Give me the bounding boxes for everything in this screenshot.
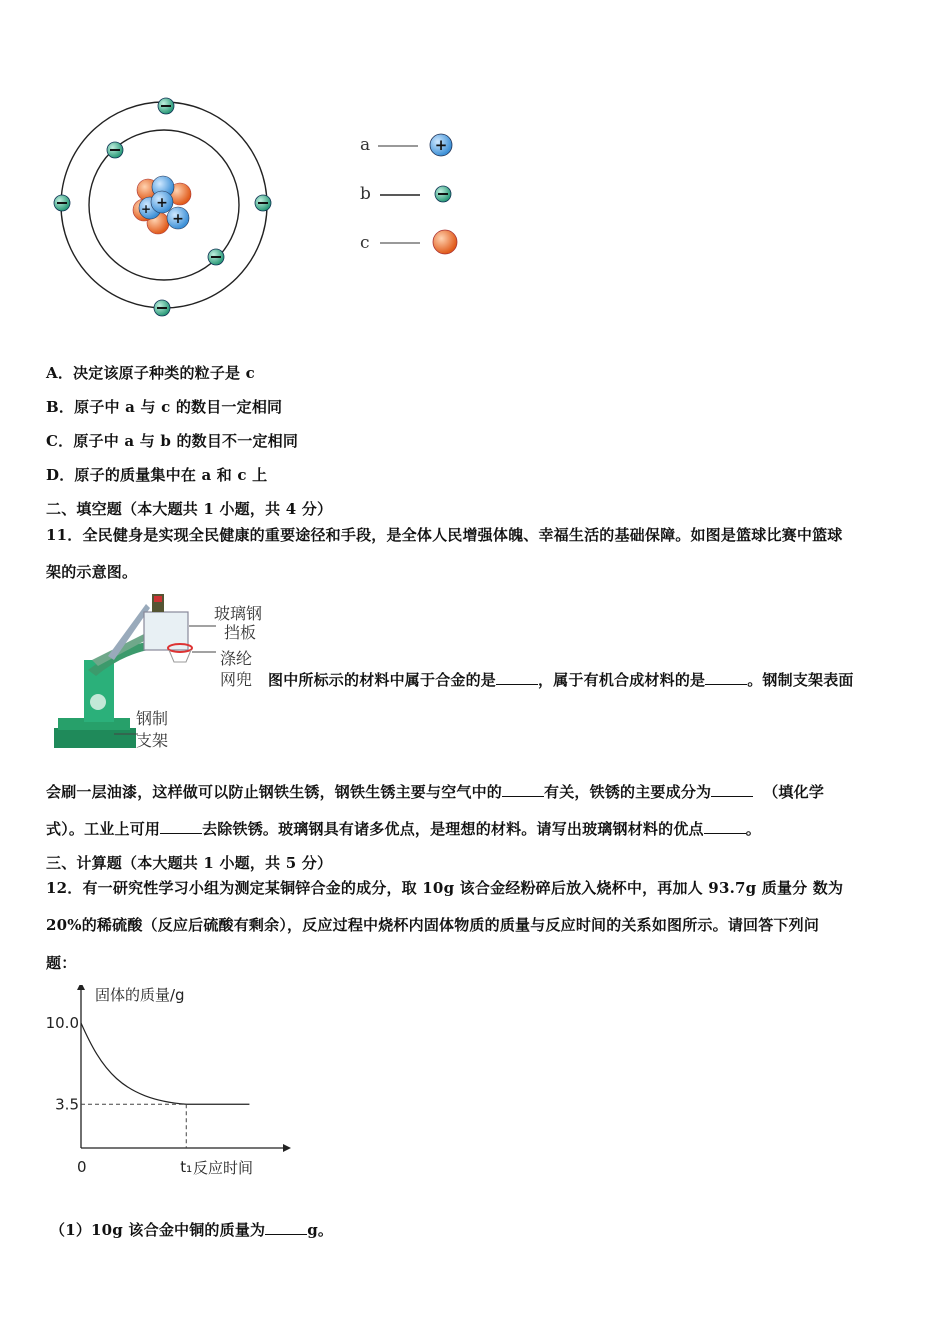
x-axis-label: 反应时间 bbox=[193, 1159, 254, 1177]
option-d: D．原子的质量集中在 a 和 c 上 bbox=[46, 466, 268, 484]
answer-blank[interactable] bbox=[704, 819, 746, 834]
nucleus bbox=[133, 176, 191, 234]
q11-line2: 架的示意图。 bbox=[46, 563, 138, 581]
q12-line1: 12．有一研究性学习小组为测定某铜锌合金的成分，取 10g 该合金经粉碎后放入烧杯中，再加人 93.7g 质量分 数为 bbox=[46, 879, 844, 897]
q11-line4: 会刷一层油漆，这样做可以防止钢铁生锈，钢铁生锈主要与空气中的 有关，铁锈的主要成分为 （填化学 bbox=[46, 783, 825, 801]
atom-diagram bbox=[40, 90, 480, 320]
label-steel-1: 钢制 bbox=[136, 709, 169, 728]
section2-heading: 二、填空题（本大题共 1 小题，共 4 分） bbox=[46, 500, 333, 518]
x-tick-label: t₁ bbox=[180, 1158, 193, 1176]
origin-label: 0 bbox=[77, 1158, 87, 1176]
section3-heading: 三、计算题（本大题共 1 小题，共 5 分） bbox=[46, 854, 333, 872]
answer-blank[interactable] bbox=[496, 670, 538, 685]
answer-blank[interactable] bbox=[502, 782, 544, 797]
mass-time-chart bbox=[40, 985, 300, 1180]
neutron-icon bbox=[433, 230, 457, 254]
label-glass-steel-2: 挡板 bbox=[224, 623, 257, 642]
particle-legend bbox=[360, 134, 457, 254]
y-tick-label: 3.5 bbox=[55, 1095, 79, 1114]
answer-blank[interactable] bbox=[711, 782, 753, 797]
x-axis-arrow bbox=[283, 1144, 291, 1152]
q12-sub1: （1）10g 该合金中铜的质量为 g。 bbox=[50, 1221, 334, 1239]
option-b: B．原子中 a 与 c 的数目一定相同 bbox=[46, 398, 283, 416]
q12-line3: 题： bbox=[46, 954, 77, 972]
q11-line5: 式）。工业上可用 去除铁锈。玻璃钢具有诸多优点，是理想的材料。请写出玻璃钢材料的优点 。 bbox=[46, 820, 761, 838]
legend-a-symbol: + bbox=[434, 136, 448, 154]
q11-line1: 11．全民健身是实现全民健康的重要途径和手段，是全体人民增强体魄、幸福生活的基础保障。如图是篮球比赛中篮球 bbox=[46, 526, 843, 544]
option-a: A．决定该原子种类的粒子是 c bbox=[46, 364, 256, 382]
answer-blank[interactable] bbox=[265, 1220, 307, 1235]
legend-a-letter: a bbox=[360, 135, 371, 155]
q12-line2: 20%的稀硫酸（反应后硫酸有剩余），反应过程中烧杯内固体物质的质量与反应时间的关系如图所示。请回答下列问 bbox=[46, 916, 820, 934]
y-axis-arrow bbox=[77, 985, 85, 990]
svg-text:+: + bbox=[140, 202, 152, 216]
label-steel-2: 支架 bbox=[136, 731, 169, 750]
series-line bbox=[81, 1023, 249, 1104]
legend-c-letter: c bbox=[360, 233, 370, 253]
q11-side-text: 图中所标示的材料中属于合金的是 ，属于有机合成材料的是 。钢制支架表面 bbox=[268, 671, 854, 689]
svg-text:+: + bbox=[156, 195, 168, 211]
y-axis-label: 固体的质量/g bbox=[95, 986, 185, 1004]
answer-blank[interactable] bbox=[705, 670, 747, 685]
legend-b-letter: b bbox=[360, 184, 371, 204]
basketball-hoop-figure bbox=[48, 590, 218, 755]
label-nylon-1: 涤纶 bbox=[220, 649, 253, 668]
answer-blank[interactable] bbox=[160, 819, 202, 834]
option-c: C．原子中 a 与 b 的数目不一定相同 bbox=[46, 432, 299, 450]
label-nylon-2: 网兜 bbox=[220, 670, 253, 689]
hoop-base bbox=[54, 728, 136, 748]
svg-text:+: + bbox=[172, 211, 184, 227]
label-glass-steel-1: 玻璃钢 bbox=[214, 604, 263, 623]
y-tick-label: 10.0 bbox=[45, 1014, 79, 1032]
